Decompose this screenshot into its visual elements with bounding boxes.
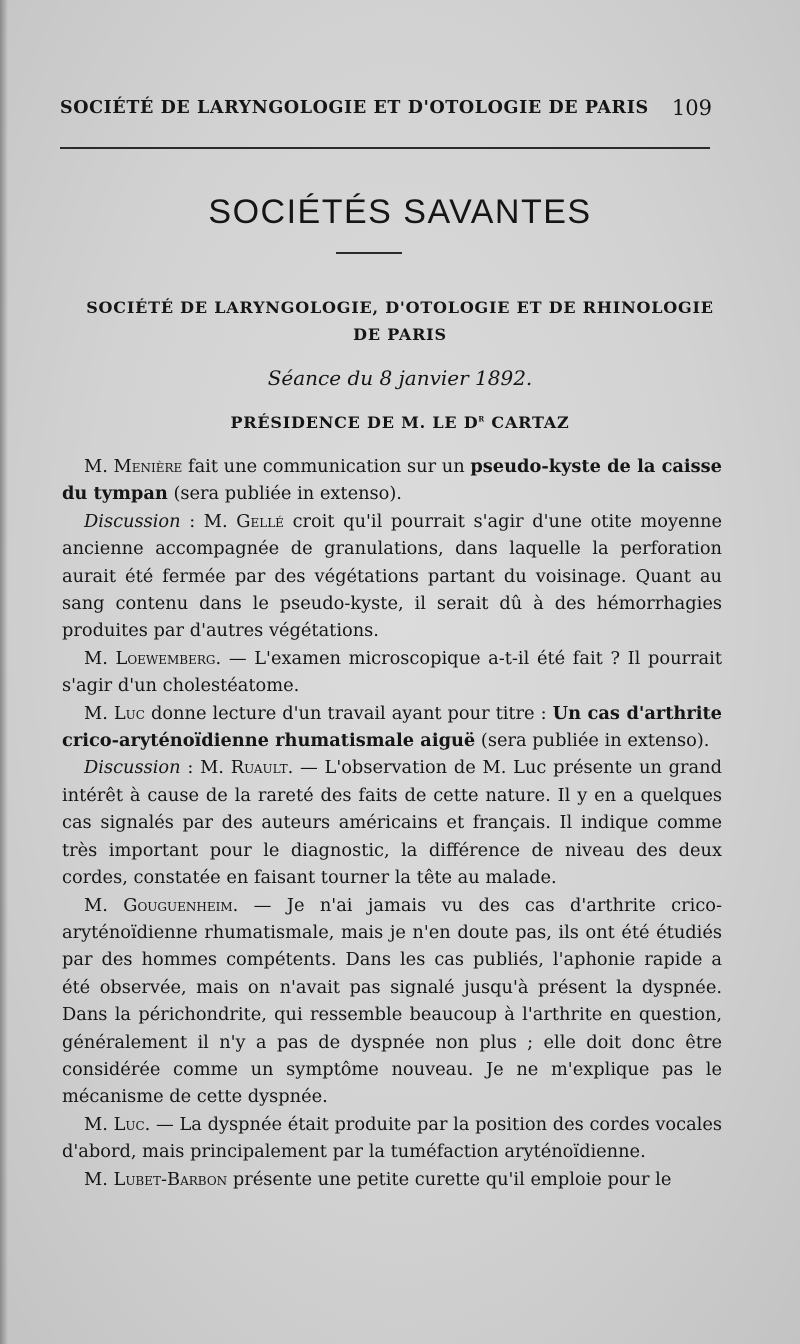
paragraph-text: : M.	[180, 757, 231, 779]
speaker-name: Menière	[113, 456, 183, 477]
speaker-prefix: M.	[84, 894, 124, 916]
paragraph-discussion-ruault	[62, 754, 722, 891]
paragraph-text: (sera publiée in extenso).	[167, 483, 402, 505]
paragraph-text: fait une communication sur un	[182, 456, 471, 477]
communication-title: Un cas d'arthrite crico-aryténoïdienne rhumatismale aiguë	[62, 702, 722, 752]
page-number: 109	[671, 96, 712, 120]
header-rule	[60, 147, 710, 149]
speaker-name: Lubet-Barbon	[113, 1168, 228, 1190]
speaker-name: Loewemberg	[115, 647, 216, 669]
paragraph-text: . — L'examen microscopique a-t-il été fait ? Il pourrait s'agir d'un cholestéatome.	[62, 647, 722, 697]
speaker-prefix: M.	[84, 1113, 114, 1135]
speaker-name: Luc	[113, 1113, 145, 1135]
presidency-prefix: PRÉSIDENCE DE M. LE D	[230, 413, 479, 432]
section-title: SOCIÉTÉS SAVANTES	[208, 193, 592, 231]
discussion-label: Discussion	[84, 757, 181, 779]
presidency-superscript: r	[478, 413, 486, 425]
paragraph-text: . — La dyspnée était produite par la position des cordes vocales d'abord, mais principalement par la tuméfaction aryténoïdienne.	[62, 1113, 723, 1163]
session-date: Séance du 8 janvier 1892.	[267, 366, 533, 390]
presidency-name: CARTAZ	[485, 413, 570, 432]
speaker-name: Luc	[113, 702, 145, 724]
paragraph-loewemberg	[62, 645, 722, 700]
speaker-prefix: M.	[84, 1168, 114, 1190]
paragraph-discussion-gelle	[62, 508, 722, 645]
paragraph-text: présente une petite curette qu'il emploie pour le	[227, 1168, 672, 1190]
paragraph-luc-reply	[62, 1111, 722, 1166]
speaker-name: Ruault	[230, 757, 288, 779]
speaker-prefix: M.	[84, 702, 114, 724]
paragraph-text: donne lecture d'un travail ayant pour titre :	[144, 702, 553, 724]
communication-title: pseudo-kyste de la caisse du tympan	[62, 456, 723, 505]
paragraph-gouguenheim	[62, 892, 722, 1111]
speaker-prefix: M.	[84, 456, 114, 477]
paragraph-meniere	[62, 453, 722, 508]
paragraph-text: . — L'observation de M. Luc présente un grand intérêt à cause de la rareté des faits de cette nature. Il y en a quelques cas signalés par des auteurs américains et français. Il indique comme très important pour le diagnostic, la différence de niveau des deux cordes, constatée en faisant tourner la tête au malade.	[62, 757, 722, 889]
speaker-name: Gouguenheim	[123, 894, 233, 916]
paragraph-luc-lecture	[62, 700, 722, 755]
body-text	[62, 453, 722, 1193]
speaker-prefix: M.	[84, 647, 116, 669]
paragraph-text: . — Je n'ai jamais vu des cas d'arthrite crico-aryténoïdienne rhumatismale, mais je n'en doute pas, ils ont été étudiés par des hommes compétents. Dans les cas publiés, l'aphonie rapide a été observée, mais on n'avait pas signalé jusqu'à présent la dyspnée. Dans la périchondrite, qui ressemble beaucoup à l'arthrite en question, généralement il n'y a pas de dyspnée non plus ; elle doit donc être considérée comme un symptôme nouveau. Je ne m'explique pas le mécanisme de cette dyspnée.	[62, 894, 723, 1108]
paragraph-text: : M.	[180, 510, 237, 532]
discussion-label: Discussion	[84, 510, 181, 532]
presidency-line	[0, 413, 800, 432]
running-head: SOCIÉTÉ DE LARYNGOLOGIE ET D'OTOLOGIE DE PARIS	[60, 98, 649, 118]
paragraph-lubet-barbon	[62, 1166, 722, 1193]
paragraph-text: croit qu'il pourrait s'agir d'une otite moyenne ancienne accompagnée de granulations, dans laquelle la perforation aurait été fermée par des végétations partant du voisinage. Quant au sang contenu dans le pseudo-kyste, il serait dû à des hémorrhagies produites par d'autres végétations.	[62, 510, 722, 642]
society-name-line1: SOCIÉTÉ DE LARYNGOLOGIE, D'OTOLOGIE ET DE RHINOLOGIE	[86, 298, 714, 317]
paragraph-text: (sera publiée in extenso).	[475, 730, 710, 752]
speaker-name: Gellé	[236, 510, 284, 532]
title-rule	[336, 252, 402, 254]
society-name-line2: DE PARIS	[353, 325, 447, 344]
